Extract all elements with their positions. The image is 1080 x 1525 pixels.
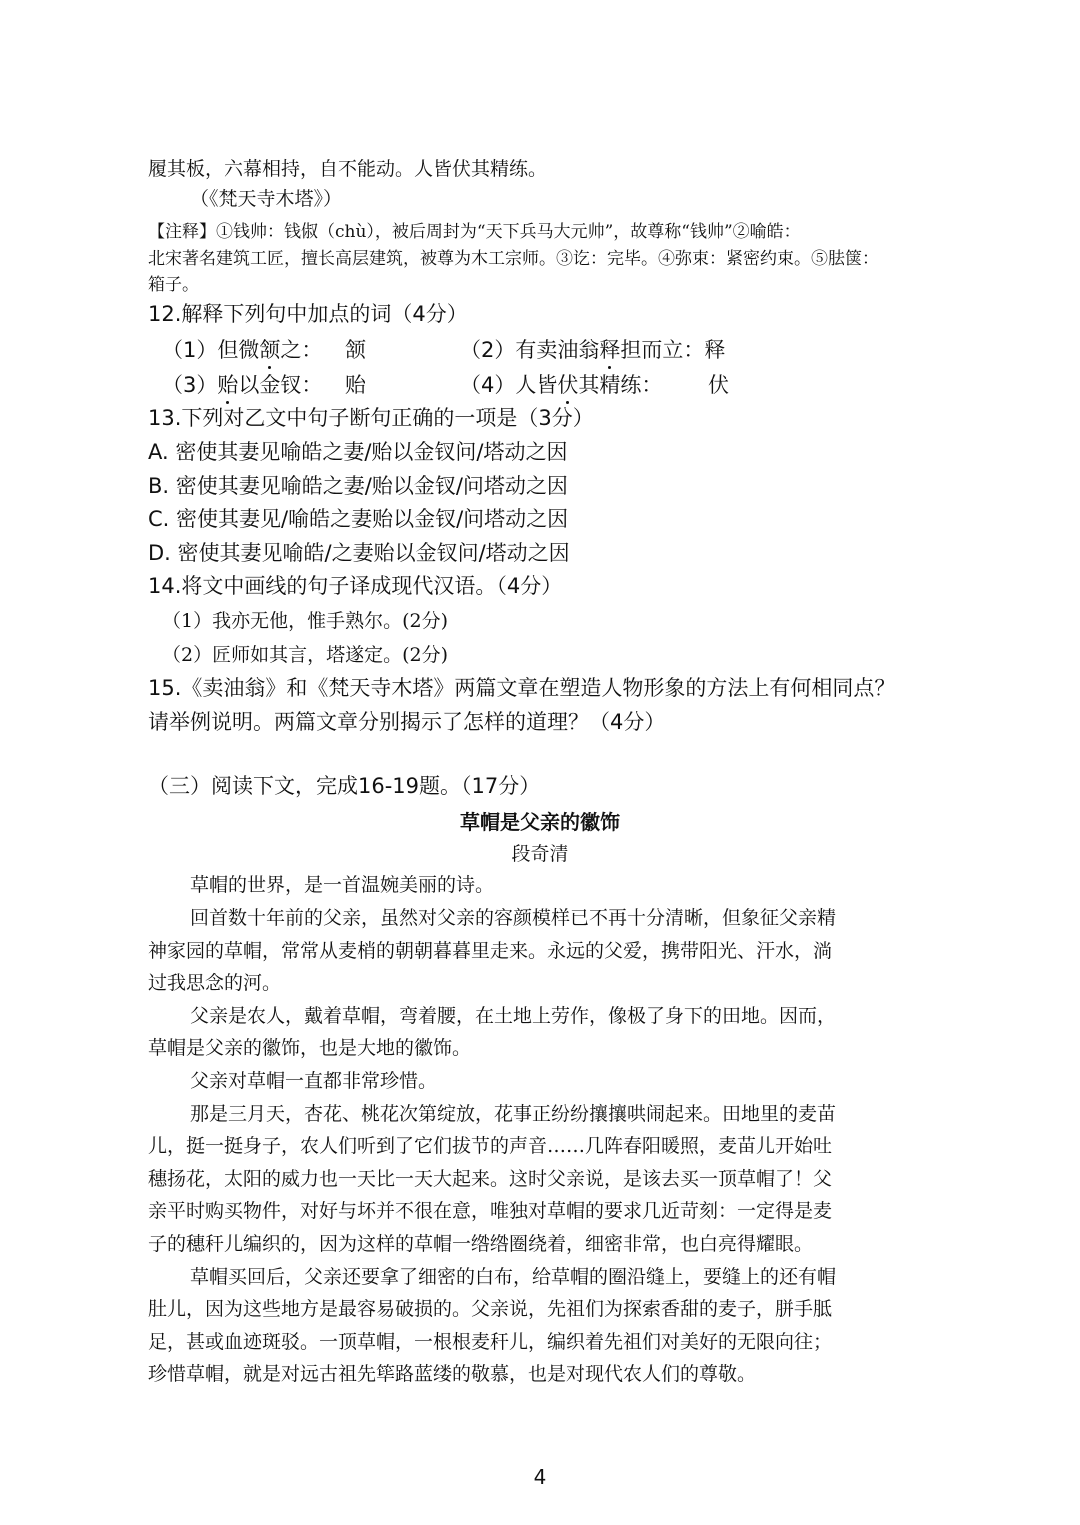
- q13-option-a: A. 密使其妻见喻皓之妻/贻以金钗问/塔动之因: [148, 440, 568, 464]
- essay-p5-line-1: 那是三月天，杏花、桃花次第绽放，花事正纷纷攘攘哄闹起来。田地里的麦苗: [190, 1103, 837, 1125]
- essay-paragraph-1: 草帽的世界，是一首温婉美丽的诗。: [190, 874, 495, 896]
- question-15-line-1: 15.《卖油翁》和《梵天寺木塔》两篇文章在塑造人物形象的方法上有何相同点？: [148, 676, 896, 700]
- essay-p5-line-3: 穗扬花，太阳的威力也一天比一天大起来。这时父亲说，是该去买一顶草帽了！父: [148, 1168, 833, 1190]
- q12-item-2-post: 担而立：: [620, 338, 705, 362]
- essay-p6-line-2: 肚儿，因为这些地方是最容易破损的。父亲说，先祖们为探索香甜的麦子，胼手胝: [148, 1298, 833, 1320]
- essay-p6-line-4: 珍惜草帽，就是对远古祖先筚路蓝缕的敬慕，也是对现代农人们的尊敬。: [148, 1363, 757, 1385]
- passage-source: （《梵天寺木塔》）: [190, 188, 343, 210]
- q14-item-2: （2）匠师如其言，塔遂定。(2分): [162, 644, 449, 666]
- q12-item-4-answer: 伏: [708, 373, 729, 397]
- question-15-line-2: 请举例说明。两篇文章分别揭示了怎样的道理？（4分）: [148, 710, 666, 734]
- essay-p2-line-2: 神家园的草帽，常常从麦梢的朝朝暮暮里走来。永远的父爱，携带阳光、汗水，淌: [148, 940, 833, 962]
- question-12-stem: 12.解释下列句中加点的词（4分）: [148, 302, 468, 326]
- essay-p2-line-3: 过我思念的河。: [148, 972, 282, 994]
- q13-option-b: B. 密使其妻见喻皓之妻/贻以金钗/问塔动之因: [148, 474, 568, 498]
- q12-item-2-pre: （2）有卖油翁: [460, 338, 600, 362]
- notes-line-1: 【注释】①钱帅：钱俶（chù），被后周封为“天下兵马大元帅”，故尊称“钱帅”②喻皓：: [148, 222, 801, 242]
- notes-line-2: 北宋著名建筑工匠，擅长高层建筑，被尊为木工宗师。③讫：完毕。④弥束：紧密约束。⑤胠箧：: [148, 249, 879, 269]
- question-14-stem: 14.将文中画线的句子译成现代汉语。（4分）: [148, 574, 563, 598]
- essay-p5-line-5: 子的穗秆儿编织的，因为这样的草帽一绺绺圈绕着，细密非常，也白亮得耀眼。: [148, 1233, 814, 1255]
- essay-p5-line-4: 亲平时购买物件，对好与坏并不很在意，唯独对草帽的要求几近苛刻：一定得是麦: [148, 1200, 833, 1222]
- essay-p2-line-1: 回首数十年前的父亲，虽然对父亲的容颜模样已不再十分清晰，但象征父亲精: [190, 907, 837, 929]
- essay-p3-line-1: 父亲是农人，戴着草帽，弯着腰，在土地上劳作，像极了身下的田地。因而，: [190, 1005, 837, 1027]
- question-12-item-2: [460, 337, 725, 363]
- q12-item-3-post: 以金钗：: [238, 373, 323, 397]
- q12-item-4-pre: （4）人皆: [460, 373, 558, 397]
- q12-item-3-answer: 贻: [345, 373, 366, 397]
- essay-p6-line-3: 足，甚或血迹斑驳。一顶草帽，一根根麦秆儿，编织着先祖们对美好的无限向往；: [148, 1331, 833, 1353]
- passage-end-line: 履其板，六幕相持，自不能动。人皆伏其精练。: [148, 158, 548, 180]
- q13-option-d: D. 密使其妻见喻皓/之妻贻以金钗问/塔动之因: [148, 541, 570, 565]
- q12-item-3-pre: （3）: [162, 373, 218, 397]
- question-12-item-1: [162, 337, 322, 363]
- q12-item-1-post: 之：: [280, 338, 323, 362]
- question-13-stem: 13.下列对乙文中句子断句正确的一项是（3分）: [148, 406, 594, 430]
- essay-paragraph-4: 父亲对草帽一直都非常珍惜。: [190, 1070, 438, 1092]
- q14-item-1: （1）我亦无他，惟手熟尔。(2分): [162, 610, 449, 632]
- question-12-item-4: [460, 372, 662, 398]
- q12-item-2-answer: 释: [704, 338, 726, 362]
- q12-item-4-post: 其精练：: [578, 373, 663, 397]
- q12-item-2-dotted-word: 释: [599, 338, 621, 362]
- q12-item-1-pre: （1）但微: [162, 338, 260, 362]
- section-3-heading: （三）阅读下文，完成16-19题。（17分）: [148, 774, 541, 798]
- q12-item-1-answer: 颔: [345, 338, 366, 362]
- essay-title: 草帽是父亲的徽饰: [460, 810, 620, 834]
- essay-p6-line-1: 草帽买回后，父亲还要拿了细密的白布，给草帽的圈沿缝上，要缝上的还有帽: [190, 1266, 837, 1288]
- q12-item-1-dotted-word: 颔: [259, 338, 281, 362]
- q12-item-4-dotted-word: 伏: [557, 373, 579, 397]
- question-12-item-3: [162, 372, 322, 398]
- notes-line-3: 箱子。: [148, 275, 199, 295]
- q13-option-c: C. 密使其妻见/喻皓之妻贻以金钗/问塔动之因: [148, 507, 569, 531]
- essay-author: 段奇清: [511, 843, 569, 865]
- essay-p3-line-2: 草帽是父亲的徽饰，也是大地的徽饰。: [148, 1037, 472, 1059]
- q12-item-3-dotted-word: 贻: [217, 373, 239, 397]
- essay-p5-line-2: 儿，挺一挺身子，农人们听到了它们拔节的声音……几阵春阳暖照，麦苗儿开始吐: [148, 1135, 833, 1157]
- page-number: 4: [533, 1465, 547, 1489]
